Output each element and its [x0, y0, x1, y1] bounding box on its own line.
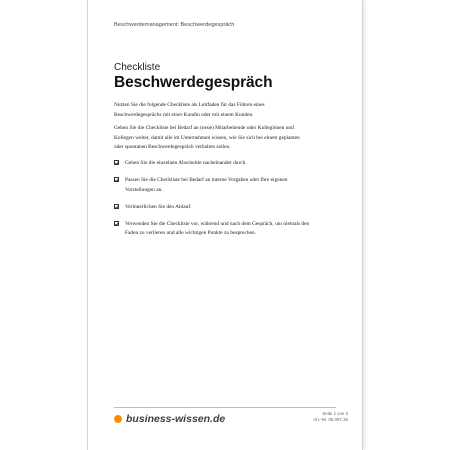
checklist-item	[114, 176, 310, 195]
checkbox-checked-icon	[114, 221, 119, 226]
logo-dot-icon	[114, 415, 122, 423]
checklist-item	[114, 159, 310, 169]
brand-logo	[114, 413, 225, 425]
intro-paragraph: Nutzen Sie die folgende Checkliste als Leitfaden für das Führen eines Beschwerdegesprächs mit einer Kundin oder mit einem Kunden.	[114, 102, 265, 118]
document-body	[114, 101, 310, 247]
checklist-item-text: Verinnerlichen Sie den Ablauf.	[125, 203, 192, 210]
document-title: Beschwerdegespräch	[114, 74, 273, 91]
document-kicker: Checkliste	[114, 62, 161, 73]
document-page	[87, 0, 363, 450]
footer-meta	[313, 411, 348, 423]
checkbox-checked-icon	[114, 204, 119, 209]
article-number: Art.-Nr. 06.097.26	[313, 417, 348, 423]
checklist	[114, 159, 310, 239]
page-number: Seite 1 von 3	[322, 411, 348, 416]
logo-text: business-wissen.de	[126, 413, 226, 425]
checkbox-checked-icon	[114, 177, 119, 182]
checklist-item-text: Verwenden Sie die Checkliste vor, während und nach dem Gespräch, um niemals den Faden zu verlieren und alle wichtigen Punkte zu besprechen.	[125, 220, 310, 237]
footer-divider	[114, 407, 336, 408]
checkbox-checked-icon	[114, 160, 119, 165]
checklist-item	[114, 220, 310, 239]
checklist-item-text: Passen Sie die Checkliste bei Bedarf an interne Vorgaben oder Ihre eigenen Vorstellungen an.	[125, 177, 288, 193]
checklist-item-text: Gehen Sie die einzelnen Abschnitte nacheinander durch.	[125, 159, 247, 166]
intro-paragraph: Geben Sie die Checkliste bei Bedarf an (neue) Mitarbeitende oder Kolleginnen und Kollegen weiter, damit alle im Unternehmen wissen, wie Sie sich bei einem geplanten oder spontanen Beschwerdegespräch verhalten sollen.	[114, 125, 300, 151]
running-head: Beschwerdemanagement: Beschwerdegespräch	[114, 22, 235, 28]
checklist-item	[114, 203, 310, 213]
